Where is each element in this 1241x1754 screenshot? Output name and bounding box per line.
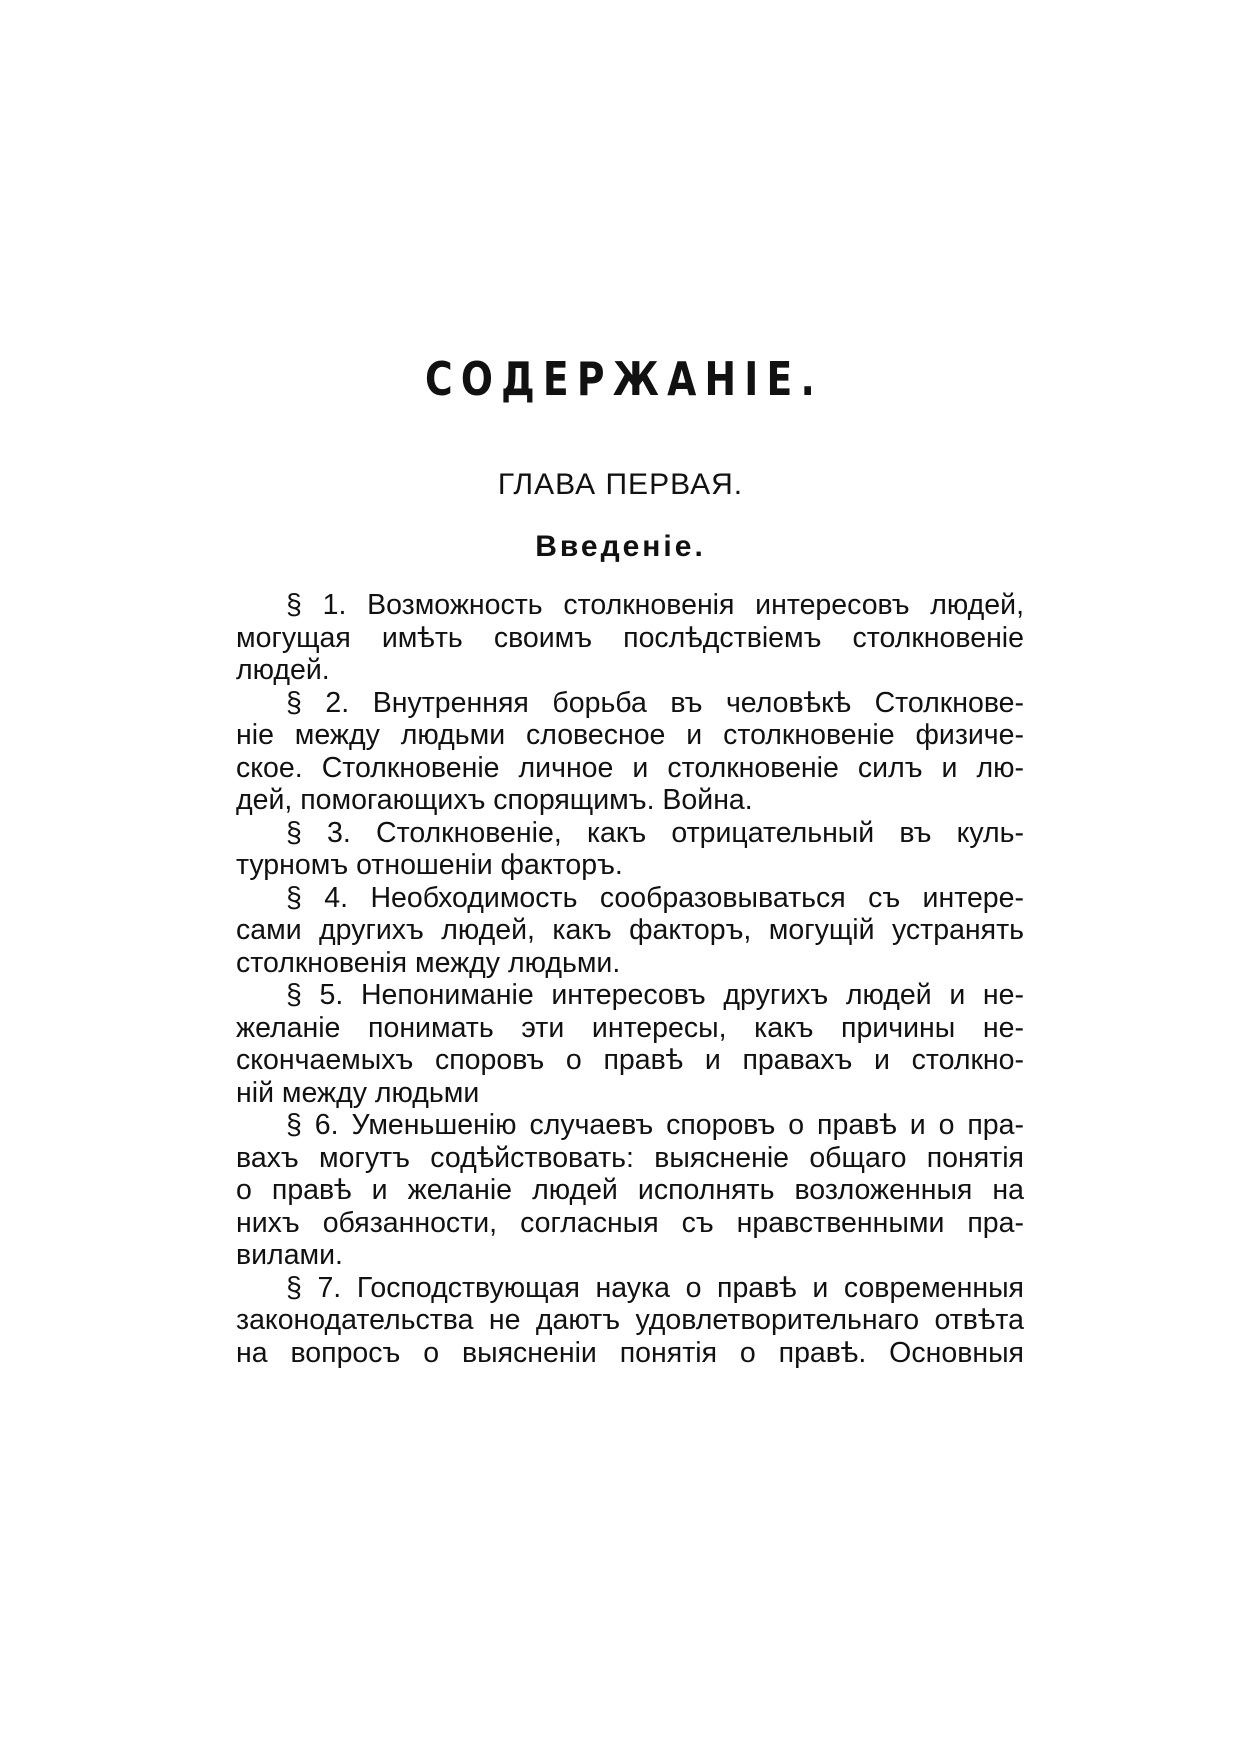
text-line: столкновенія между людьми.: [236, 946, 621, 979]
chapter-heading: ГЛАВА ПЕРВАЯ.: [497, 468, 744, 501]
text-line: вилами.: [236, 1239, 343, 1271]
text-line: вахъ могутъ содѣйствовать: выясненіе общаго понятія: [236, 1141, 1024, 1174]
text-line: ній между людьми: [236, 1076, 480, 1109]
contents-text: [236, 589, 1024, 1369]
text-line: § 3. Столкновеніе, какъ отрицательный въ куль-: [286, 816, 1024, 849]
text-line: § 1. Возможность столкновенія интересовъ людей,: [286, 589, 1024, 621]
text-line: § 7. Господствующая наука о правѣ и современныя: [286, 1271, 1024, 1304]
text-line: могущая имѣть своимъ послѣдствіемъ столкновеніе: [236, 621, 1024, 654]
text-line: скончаемыхъ споровъ о правѣ и правахъ и столкно-: [236, 1044, 1024, 1076]
text-line: дей, помогающихъ спорящимъ. Война.: [236, 784, 753, 816]
text-line: § 6. Уменьшенію случаевъ споровъ о правѣ и о пра-: [286, 1109, 1024, 1141]
text-line: § 2. Внутренняя борьба въ человѣкѣ Столкнове-: [286, 686, 1024, 719]
page-title: СОДЕРЖАНІЕ.: [424, 352, 824, 406]
text-line: о правѣ и желаніе людей исполнять возложенныя на: [236, 1174, 1024, 1206]
text-line: турномъ отношеніи факторъ.: [236, 849, 623, 881]
text-line: ское. Столкновеніе личное и столкновеніе силъ и лю-: [236, 751, 1024, 784]
text-line: § 4. Необходимость сообразовываться съ интере-: [286, 881, 1024, 914]
text-line: сами другихъ людей, какъ факторъ, могущій устранять: [236, 914, 1024, 946]
text-line: людей.: [236, 654, 330, 686]
section-heading: Введеніе.: [535, 530, 706, 563]
text-line: на вопросъ о выясненіи понятія о правѣ. Основныя: [236, 1336, 1024, 1369]
text-line: нихъ обязанности, согласныя съ нравственными пра-: [236, 1206, 1024, 1239]
text-line: желаніе понимать эти интересы, какъ причины не-: [236, 1011, 1024, 1044]
text-line: законодательства не даютъ удовлетворительнаго отвѣта: [236, 1304, 1024, 1336]
text-line: § 5. Непониманіе интересовъ другихъ людей и не-: [286, 979, 1024, 1011]
text-line: ніе между людьми словесное и столкновеніе физиче-: [236, 719, 1024, 751]
